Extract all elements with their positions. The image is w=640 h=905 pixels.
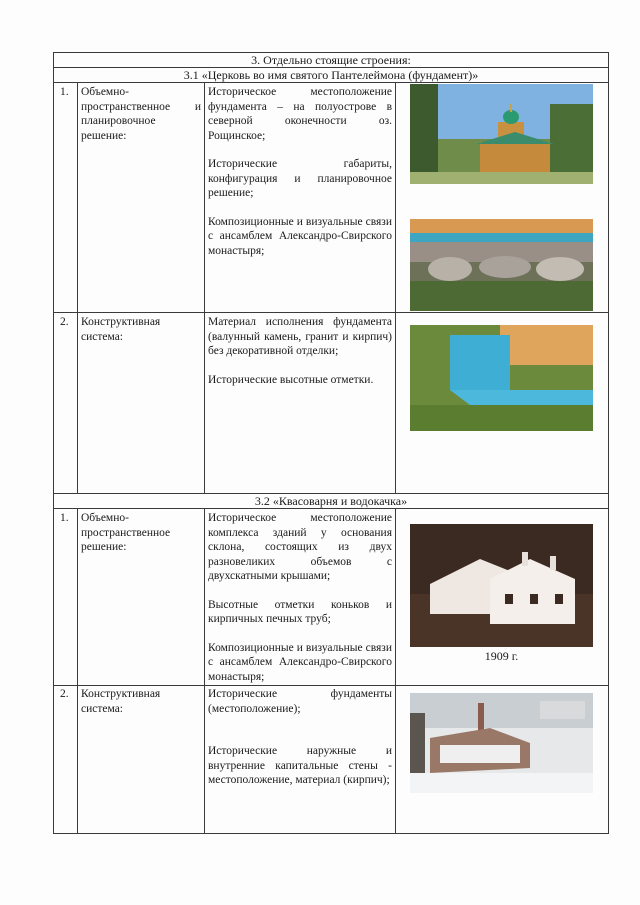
item-text: Композиционные и визуальные связи с ансамблем Александро-Свирского монастыря; bbox=[208, 215, 392, 257]
subsection-title-1: 3.1 «Церковь во имя святого Пантелеймона (фундамент)» bbox=[54, 68, 608, 83]
photo-caption: 1909 г. bbox=[484, 649, 519, 663]
item-text: Высотные отметки коньков и кирпичных печных труб; bbox=[208, 598, 392, 625]
row-name: Конструктивная система: bbox=[81, 688, 161, 715]
foundation-photo-2 bbox=[410, 325, 593, 431]
row-items bbox=[208, 315, 392, 401]
row-items bbox=[208, 687, 392, 802]
row-number: 2. bbox=[60, 688, 69, 700]
row-name: Объемно-пространственное решение: bbox=[81, 512, 171, 553]
row-number: 2. bbox=[60, 316, 69, 328]
church-photo bbox=[410, 84, 593, 184]
item-text: Исторические наружные и внутренние капитальные стены - местоположение, материал (кирпич); bbox=[208, 745, 392, 786]
row-items bbox=[208, 85, 392, 272]
row-name: Конструктивная система: bbox=[81, 316, 161, 343]
row-name: Объемно-пространственное и планировочное решение: bbox=[81, 86, 201, 142]
item-text: Исторические габариты, конфигурация и планировочное решение; bbox=[208, 158, 392, 199]
archive-photo-1909 bbox=[410, 524, 593, 647]
row-number: 1. bbox=[60, 86, 69, 98]
item-text: Историческое местоположение фундамента – на полуострове в северной оконечности оз. Рощинское; bbox=[208, 86, 392, 142]
item-text: Историческое местоположение комплекса зданий у основания склона, состоящих из двух разновеликих объемов с двухскатными крышами; bbox=[208, 512, 392, 582]
subsection-title-2: 3.2 «Квасоварня и водокачка» bbox=[54, 494, 608, 509]
item-text: Материал исполнения фундамента (валунный камень, гранит и кирпич) без декоративной отделки; bbox=[208, 316, 392, 357]
item-text: Исторические фундаменты (местоположение); bbox=[208, 688, 392, 715]
row-number: 1. bbox=[60, 512, 69, 524]
protected-items-table bbox=[53, 52, 609, 834]
section-title: 3. Отдельно стоящие строения: bbox=[54, 53, 608, 68]
ruins-photo bbox=[410, 693, 593, 793]
item-text: Композиционные и визуальные связи с ансамблем Александро-Свирского монастыря; bbox=[208, 641, 392, 683]
item-text: Исторические высотные отметки. bbox=[208, 373, 374, 386]
row-items bbox=[208, 511, 392, 698]
foundation-photo-1 bbox=[410, 219, 593, 311]
